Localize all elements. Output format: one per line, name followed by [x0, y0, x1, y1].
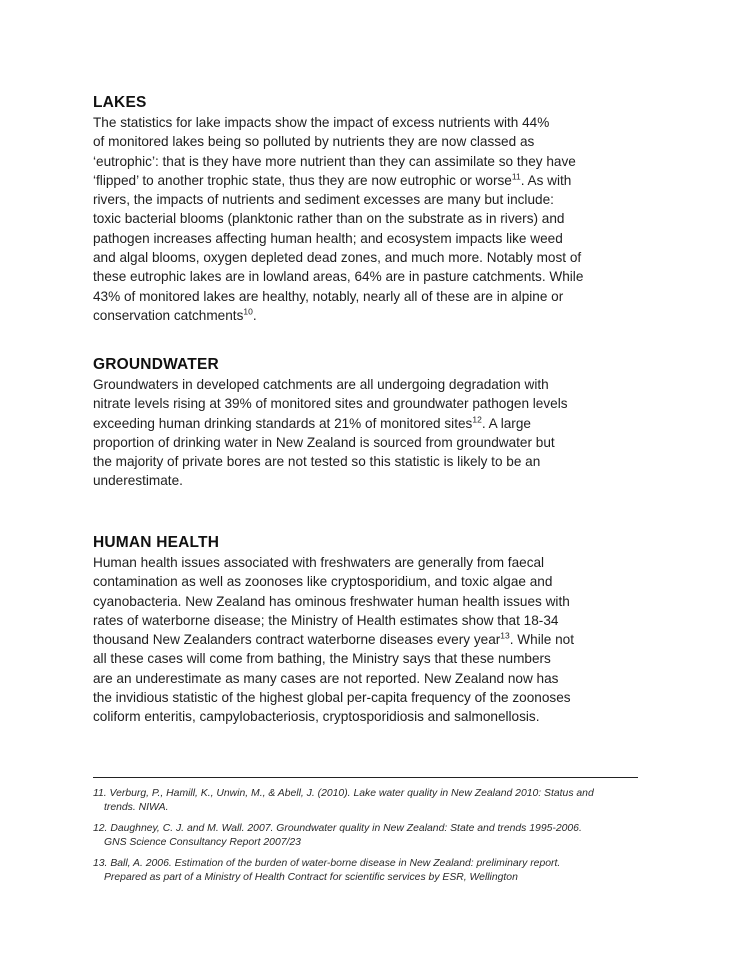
section-groundwater	[93, 356, 638, 491]
footnote-13: 13. Ball, A. 2006. Estimation of the burden of water-borne disease in New Zealand: preliminary report. Prepared as part of a Ministry of Health Contract for scientific services by ESR, Wellington	[93, 858, 561, 883]
section-human-health	[93, 534, 638, 727]
footnotes	[93, 787, 638, 892]
lakes-text-1: The statistics for lake impacts show the impact of excess nutrients with 44% of monitored lakes being so polluted by nutrients they are now classed as ‘eutrophic’: that is they have more nutrient than they can assimilate so they have ‘flipped’ to another trophic state, thus they are now eutrophic or worse	[93, 115, 576, 188]
footnote-divider	[93, 777, 638, 778]
heading-lakes: LAKES	[93, 94, 147, 111]
footnote-ref-10: 10	[243, 306, 253, 317]
section-lakes	[93, 94, 638, 325]
heading-human-health: HUMAN HEALTH	[93, 534, 220, 551]
footnote-ref-12: 12	[472, 414, 482, 425]
heading-groundwater: GROUNDWATER	[93, 356, 219, 373]
health-text-1: Human health issues associated with freshwaters are generally from faecal contamination as well as zoonoses like cryptosporidium, and toxic algae and cyanobacteria. New Zealand has ominous freshwater human health issues with rates of waterborne disease; the Ministry of Health estimates show that 18-34 thousand New Zealanders contract waterborne diseases every year	[93, 555, 570, 648]
health-text-2: . While not all these cases will come from bathing, the Ministry says that these numbers are an underestimate as many cases are not reported. New Zealand now has the invidious statistic of the highest global per-capita frequency of the zoonoses coliform enteritis, campylobacteriosis, cryptosporidiosis and salmonellosis.	[93, 632, 574, 725]
groundwater-text-2: . A large proportion of drinking water in New Zealand is sourced from groundwater but the majority of private bores are not tested so this statistic is likely to be an underestimate.	[93, 415, 555, 489]
paragraph-lakes	[93, 113, 638, 325]
paragraph-groundwater	[93, 375, 638, 491]
footnote-ref-13: 13	[500, 630, 510, 641]
paragraph-human-health	[93, 553, 638, 727]
groundwater-text-1: Groundwaters in developed catchments are all undergoing degradation with nitrate levels rising at 39% of monitored sites and groundwater pathogen levels exceeding human drinking standards at 21% of monitored sites	[93, 377, 568, 431]
lakes-text-3: .	[252, 307, 257, 323]
lakes-text-2: . As with rivers, the impacts of nutrients and sediment excesses are many but include: toxic bacterial blooms (planktonic rather than on the substrate as in rivers) and pathogen increases affecting human health; and ecosystem impacts like weed and algal blooms, oxygen depleted dead zones, and much more. Notably most of these eutrophic lakes are in lowland areas, 64% are in pasture catchments. While 43% of monitored lakes are healthy, notably, nearly all of these are in alpine or conservation catchments	[93, 172, 584, 323]
footnote-ref-11: 11	[511, 171, 521, 182]
footnote-11: 11. Verburg, P., Hamill, K., Unwin, M., & Abell, J. (2010). Lake water quality in New Zealand 2010: Status and trends. NIWA.	[93, 788, 594, 813]
footnote-12: 12. Daughney, C. J. and M. Wall. 2007. Groundwater quality in New Zealand: State and trends 1995-2006. GNS Science Consultancy Report 2007/23	[93, 823, 582, 848]
